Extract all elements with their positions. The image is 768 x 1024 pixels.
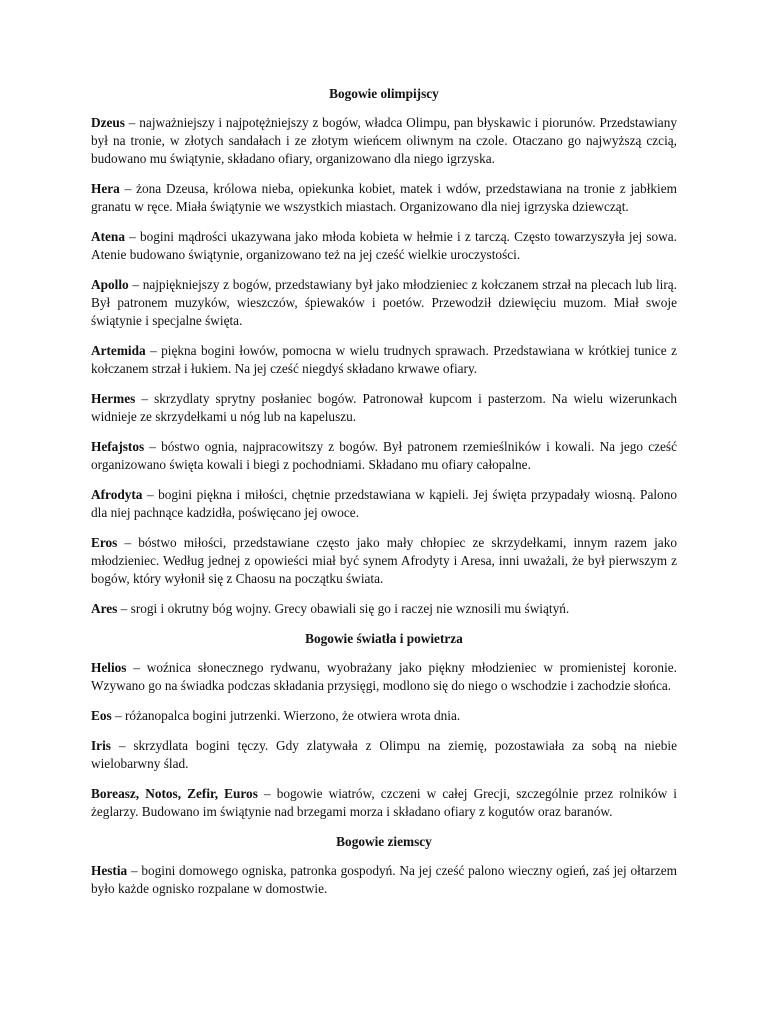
section-heading: Bogowie ziemscy [336, 834, 432, 849]
entry-name: Helios [91, 660, 127, 675]
entry-text: – skrzydlaty sprytny posłaniec bogów. Patronował kupcom i pasterzom. Na wielu wizerunkach widnieje ze skrzydełkami u nóg lub na kapeluszu. [91, 391, 677, 424]
entry-name: Atena [91, 229, 125, 244]
entry-name: Ares [91, 601, 118, 616]
entry-text: – srogi i okrutny bóg wojny. Grecy obawiali się go i raczej nie wznosili mu świątyń. [117, 601, 570, 616]
entry-name: Boreasz, Notos, Zefir, Euros [91, 786, 258, 801]
entry-text: – różanopalca bogini jutrzenki. Wierzono, że otwiera wrota dnia. [111, 708, 461, 723]
entry-hera [91, 180, 677, 216]
entry-text: – bogini domowego ogniska, patronka gospodyń. Na jej cześć palono wieczny ogień, zaś jej ołtarzem było każde ognisko rozpalane w domostwie. [91, 863, 677, 896]
section-heading: Bogowie światła i powietrza [305, 631, 463, 646]
entry-text: – bogini mądrości ukazywana jako młoda kobieta w hełmie i z tarczą. Często towarzyszyła jej sowa. Atenie budowano świątynie, organizowano też na jej cześć wielkie uroczystości. [91, 229, 677, 262]
section-earth [91, 833, 677, 898]
entry-text: – bóstwo miłości, przedstawiane często jako mały chłopiec ze skrzydełkami, innym razem jako młodzieniec. Według jednej z opowieści miał być synem Afrodyty i Aresa, inni uważali, że był pierwszym z bogów, który wyłonił się z Chaosu na początku świata. [91, 535, 677, 586]
entry-name: Hermes [91, 391, 136, 406]
entry-eos [91, 707, 677, 725]
entry-name: Hefajstos [91, 439, 145, 454]
entry-hestia [91, 862, 677, 898]
entry-atena [91, 228, 677, 264]
entry-text: – woźnica słonecznego rydwanu, wyobrażany jako piękny młodzieniec w promienistej koronie. Wzywano go na świadka podczas składania przysięgi, modlono się do niego o wschodzie i zachodzie słońca. [91, 660, 677, 693]
entry-name: Eos [91, 708, 112, 723]
entry-text: – skrzydlata bogini tęczy. Gdy zlatywała z Olimpu na ziemię, pozostawiała za sobą na niebie wielobarwny ślad. [91, 738, 677, 771]
entry-text: – żona Dzeusa, królowa nieba, opiekunka kobiet, matek i wdów, przedstawiana na tronie z jabłkiem granatu w ręce. Miała świątynie we wszystkich miastach. Organizowano dla niej igrzyska dziewcząt. [91, 181, 677, 214]
entry-name: Apollo [91, 277, 129, 292]
entry-apollo [91, 276, 677, 330]
entry-name: Dzeus [91, 115, 125, 130]
entry-winds [91, 785, 677, 821]
entry-dzeus [91, 114, 677, 168]
entry-hermes [91, 390, 677, 426]
entry-iris [91, 737, 677, 773]
entry-text: – bóstwo ognia, najpracowitszy z bogów. Był patronem rzemieślników i kowali. Na jego cześć organizowano święta kowali i biegi z pochodniami. Składano mu ofiary całopalne. [91, 439, 677, 472]
entry-afrodyta [91, 486, 677, 522]
entry-text: – bogini piękna i miłości, chętnie przedstawiana w kąpieli. Jej święta przypadały wiosną. Palono dla niej pachnące kadzidła, poświęcano jej owoce. [91, 487, 677, 520]
section-heading: Bogowie olimpijscy [329, 86, 439, 101]
section-olympian [91, 85, 677, 618]
entry-ares [91, 600, 677, 618]
entry-hefajstos [91, 438, 677, 474]
entry-text: – najważniejszy i najpotężniejszy z bogów, władca Olimpu, pan błyskawic i piorunów. Przedstawiany był na tronie, w złotych sandałach i ze złotym wieńcem oliwnym na czole. Otaczano go najwyższą czcią, budowano mu świątynie, składano ofiary, organizowano dla niego igrzyska. [91, 115, 677, 166]
entry-text: – bogowie wiatrów, czczeni w całej Grecji, szczególnie przez rolników i żeglarzy. Budowano im świątynie nad brzegami morza i składano ofiary z kogutów oraz baranów. [91, 786, 677, 819]
entry-name: Hera [91, 181, 120, 196]
entry-name: Afrodyta [91, 487, 143, 502]
entry-artemida [91, 342, 677, 378]
entry-name: Hestia [91, 863, 128, 878]
entry-helios [91, 659, 677, 695]
entry-name: Eros [91, 535, 118, 550]
entry-name: Iris [91, 738, 111, 753]
entry-eros [91, 534, 677, 588]
entry-text: – najpiękniejszy z bogów, przedstawiany był jako młodzieniec z kołczanem strzał na plecach lub lirą. Był patronem muzyków, wieszczów, śpiewaków i poetów. Przewodził dziewięciu muzom. Miał swoje świątynie i specjalne święta. [91, 277, 677, 328]
entry-name: Artemida [91, 343, 146, 358]
entry-text: – piękna bogini łowów, pomocna w wielu trudnych sprawach. Przedstawiana w krótkiej tunice z kołczanem strzał i łukiem. Na jej cześć niegdyś składano krwawe ofiary. [91, 343, 677, 376]
section-light-air [91, 630, 677, 821]
